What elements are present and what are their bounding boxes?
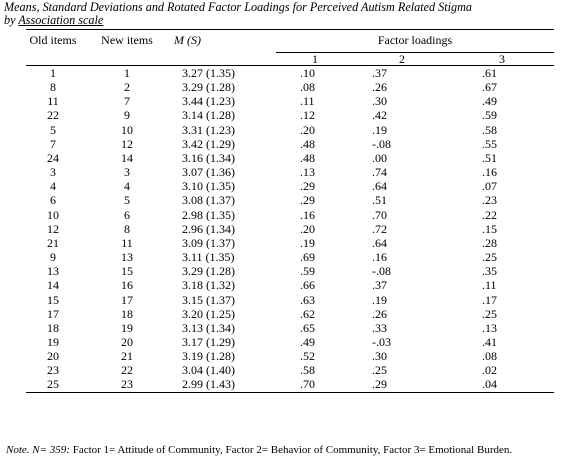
cell-new-item: 8 — [124, 221, 130, 236]
table-row — [26, 193, 554, 207]
cell-factor-3: .41 — [482, 334, 497, 349]
cell-mean-sd: 3.19 (1.28) — [182, 349, 235, 364]
cell-factor-2: .30 — [372, 349, 387, 364]
cell-mean-sd: 3.17 (1.29) — [182, 334, 235, 349]
cell-factor-1: .58 — [300, 363, 315, 378]
cell-new-item: 4 — [124, 179, 130, 194]
cell-old-item: 9 — [50, 250, 56, 265]
cell-factor-2: .37 — [372, 66, 387, 80]
cell-mean-sd: 3.14 (1.28) — [182, 108, 235, 123]
cell-factor-3: .61 — [482, 66, 497, 80]
cell-mean-sd: 3.10 (1.35) — [182, 179, 235, 194]
cell-factor-3: .25 — [482, 250, 497, 265]
table-row — [26, 179, 554, 193]
cell-factor-3: .11 — [482, 278, 497, 293]
cell-factor-2: .19 — [372, 292, 387, 307]
table-body — [26, 66, 554, 393]
cell-mean-sd: 3.16 (1.34) — [182, 150, 235, 165]
cell-old-item: 19 — [47, 334, 59, 349]
table-row — [26, 151, 554, 165]
table-row — [26, 363, 554, 377]
cell-mean-sd: 2.99 (1.43) — [174, 377, 276, 392]
cell-factor-2: .26 — [372, 80, 387, 95]
cell-factor-1: .70 — [276, 377, 354, 392]
cell-factor-2: -.03 — [372, 334, 391, 349]
cell-old-item: 22 — [47, 108, 59, 123]
cell-new-item: 22 — [121, 363, 133, 378]
cell-factor-1: .52 — [300, 349, 315, 364]
cell-mean-sd: 3.11 (1.35) — [182, 250, 235, 265]
cell-old-item: 18 — [47, 320, 59, 335]
header-factor-1: 1 — [276, 53, 354, 66]
cell-factor-2: .16 — [372, 250, 387, 265]
cell-mean-sd: 3.04 (1.40) — [182, 363, 235, 378]
cell-factor-2: .74 — [372, 165, 387, 180]
cell-mean-sd: 3.07 (1.36) — [182, 165, 235, 180]
cell-old-item: 7 — [50, 136, 56, 151]
header-factor-3: 3 — [450, 53, 554, 66]
cell-factor-2: .19 — [372, 122, 387, 137]
cell-old-item: 13 — [47, 264, 59, 279]
caption-line-1: Means, Standard Deviations and Rotated Factor Loadings for Perceived Autism Related Stigma — [4, 0, 473, 14]
cell-new-item: 6 — [124, 207, 130, 222]
cell-factor-1: .13 — [300, 165, 315, 180]
caption-line-2 — [4, 14, 564, 27]
cell-mean-sd: 3.18 (1.32) — [182, 278, 235, 293]
cell-old-item: 20 — [47, 349, 59, 364]
note-text: Factor 1= Attitude of Community, Factor 2= Behavior of Community, Factor 3= Emotional Burden. — [69, 444, 513, 456]
cell-factor-1: .29 — [300, 179, 315, 194]
cell-new-item: 15 — [121, 264, 133, 279]
cell-factor-2: .29 — [354, 377, 450, 392]
cell-factor-1: .11 — [300, 94, 315, 109]
table-row — [26, 80, 554, 94]
table-row — [26, 165, 554, 179]
cell-factor-2: .30 — [372, 94, 387, 109]
cell-new-item: 18 — [121, 306, 133, 321]
cell-factor-1: .69 — [300, 250, 315, 265]
cell-factor-1: .16 — [300, 207, 315, 222]
header-old-items: Old items — [26, 30, 80, 53]
caption-underlined-text: Association scale — [18, 13, 104, 27]
cell-factor-1: .48 — [300, 136, 315, 151]
table-row — [26, 349, 554, 363]
table-row — [26, 66, 554, 81]
table-caption — [4, 1, 564, 27]
cell-factor-2: .51 — [372, 193, 387, 208]
cell-mean-sd: 3.29 (1.28) — [182, 264, 235, 279]
cell-factor-3: .17 — [482, 292, 497, 307]
cell-mean-sd: 3.09 (1.37) — [182, 235, 235, 250]
cell-factor-1: .20 — [300, 221, 315, 236]
table-row — [26, 321, 554, 335]
cell-factor-3: .67 — [482, 80, 497, 95]
cell-new-item: 3 — [124, 165, 130, 180]
cell-mean-sd: 3.15 (1.37) — [182, 292, 235, 307]
cell-factor-2: .37 — [372, 278, 387, 293]
cell-factor-3: .16 — [482, 165, 497, 180]
table-row — [26, 108, 554, 122]
table-row — [26, 264, 554, 278]
cell-factor-2: .25 — [372, 363, 387, 378]
cell-factor-3: .04 — [450, 377, 554, 392]
cell-mean-sd: 3.08 (1.37) — [182, 193, 235, 208]
header-row-2 — [26, 53, 554, 66]
header-factor-2: 2 — [354, 53, 450, 66]
table-row — [26, 335, 554, 349]
table-row — [26, 293, 554, 307]
cell-factor-1: .66 — [300, 278, 315, 293]
table-row — [26, 236, 554, 250]
cell-old-item: 24 — [47, 150, 59, 165]
table-row — [26, 250, 554, 264]
cell-factor-2: -.08 — [372, 136, 391, 151]
cell-factor-1: .65 — [300, 320, 315, 335]
cell-factor-2: .26 — [372, 306, 387, 321]
cell-new-item: 5 — [124, 193, 130, 208]
note-label: Note. N= 359: — [6, 444, 70, 456]
header-row-1 — [26, 30, 554, 53]
cell-new-item: 13 — [121, 250, 133, 265]
cell-factor-1: .59 — [300, 264, 315, 279]
cell-old-item: 4 — [50, 179, 56, 194]
cell-old-item: 11 — [47, 94, 59, 109]
cell-factor-3: .55 — [482, 136, 497, 151]
cell-old-item: 8 — [50, 80, 56, 95]
cell-new-item: 19 — [121, 320, 133, 335]
header-mean-sd — [174, 30, 276, 53]
table-note — [6, 444, 512, 456]
cell-old-item: 6 — [50, 193, 56, 208]
cell-mean-sd: 3.44 (1.23) — [182, 94, 235, 109]
cell-factor-2: .33 — [372, 320, 387, 335]
cell-new-item: 2 — [124, 80, 130, 95]
cell-mean-sd: 3.31 (1.23) — [182, 122, 235, 137]
cell-factor-3: .35 — [482, 264, 497, 279]
table-row — [26, 278, 554, 292]
cell-factor-3: .13 — [482, 320, 497, 335]
factor-loadings-table — [26, 29, 554, 393]
cell-factor-1: .62 — [300, 306, 315, 321]
cell-new-item: 17 — [121, 292, 133, 307]
table-row — [26, 222, 554, 236]
header-factor-loadings: Factor loadings — [276, 30, 554, 53]
cell-factor-3: .08 — [482, 349, 497, 364]
cell-factor-1: .08 — [300, 80, 315, 95]
cell-factor-3: .51 — [482, 150, 497, 165]
cell-factor-1: .12 — [300, 108, 315, 123]
cell-factor-1: .48 — [300, 150, 315, 165]
cell-factor-3: .25 — [482, 306, 497, 321]
cell-factor-2: .64 — [372, 179, 387, 194]
cell-old-item: 21 — [47, 235, 59, 250]
cell-new-item: 16 — [121, 278, 133, 293]
cell-factor-3: .59 — [482, 108, 497, 123]
cell-old-item: 12 — [47, 221, 59, 236]
cell-old-item: 14 — [47, 278, 59, 293]
cell-new-item: 7 — [124, 94, 130, 109]
cell-factor-2: -.08 — [372, 264, 391, 279]
cell-factor-1: .49 — [300, 334, 315, 349]
cell-mean-sd: 3.13 (1.34) — [182, 320, 235, 335]
cell-factor-3: .02 — [482, 363, 497, 378]
cell-old-item: 10 — [47, 207, 59, 222]
cell-factor-1: .20 — [300, 122, 315, 137]
cell-new-item: 10 — [121, 122, 133, 137]
cell-old-item: 15 — [47, 292, 59, 307]
cell-factor-2: .42 — [372, 108, 387, 123]
cell-new-item: 21 — [121, 349, 133, 364]
header-mean-sd-m: M — [174, 33, 184, 47]
table-row — [26, 137, 554, 151]
cell-old-item: 1 — [50, 66, 56, 80]
cell-factor-3: .49 — [482, 94, 497, 109]
cell-factor-3: .07 — [482, 179, 497, 194]
cell-new-item: 9 — [124, 108, 130, 123]
header-mean-sd-s: (S) — [184, 33, 201, 47]
cell-mean-sd: 3.29 (1.28) — [182, 80, 235, 95]
cell-new-item: 11 — [121, 235, 133, 250]
table-row — [26, 377, 554, 392]
cell-old-item: 25 — [26, 377, 80, 392]
cell-old-item: 5 — [50, 122, 56, 137]
cell-factor-3: .15 — [482, 221, 497, 236]
table-row — [26, 208, 554, 222]
cell-factor-2: .72 — [372, 221, 387, 236]
cell-old-item: 17 — [47, 306, 59, 321]
cell-factor-2: .64 — [372, 235, 387, 250]
cell-old-item: 3 — [50, 165, 56, 180]
cell-factor-3: .22 — [482, 207, 497, 222]
table-row — [26, 307, 554, 321]
header-new-items: New items — [80, 30, 174, 53]
cell-mean-sd: 3.20 (1.25) — [182, 306, 235, 321]
cell-new-item: 12 — [121, 136, 133, 151]
cell-factor-3: .28 — [482, 235, 497, 250]
cell-old-item: 23 — [47, 363, 59, 378]
cell-factor-3: .23 — [482, 193, 497, 208]
cell-factor-2: .00 — [372, 150, 387, 165]
table-row — [26, 94, 554, 108]
cell-mean-sd: 2.96 (1.34) — [182, 221, 235, 236]
caption-line-2-prefix: by — [4, 13, 19, 27]
cell-factor-1: .19 — [300, 235, 315, 250]
cell-new-item: 23 — [80, 377, 174, 392]
cell-factor-2: .70 — [372, 207, 387, 222]
cell-factor-1: .10 — [300, 66, 315, 80]
cell-mean-sd: 3.42 (1.29) — [182, 136, 235, 151]
cell-mean-sd: 2.98 (1.35) — [182, 207, 235, 222]
cell-factor-1: .29 — [300, 193, 315, 208]
cell-mean-sd: 3.27 (1.35) — [182, 66, 235, 80]
cell-new-item: 1 — [124, 66, 130, 80]
table-row — [26, 123, 554, 137]
cell-new-item: 14 — [121, 150, 133, 165]
cell-factor-1: .63 — [300, 292, 315, 307]
cell-factor-3: .58 — [482, 122, 497, 137]
cell-new-item: 20 — [121, 334, 133, 349]
